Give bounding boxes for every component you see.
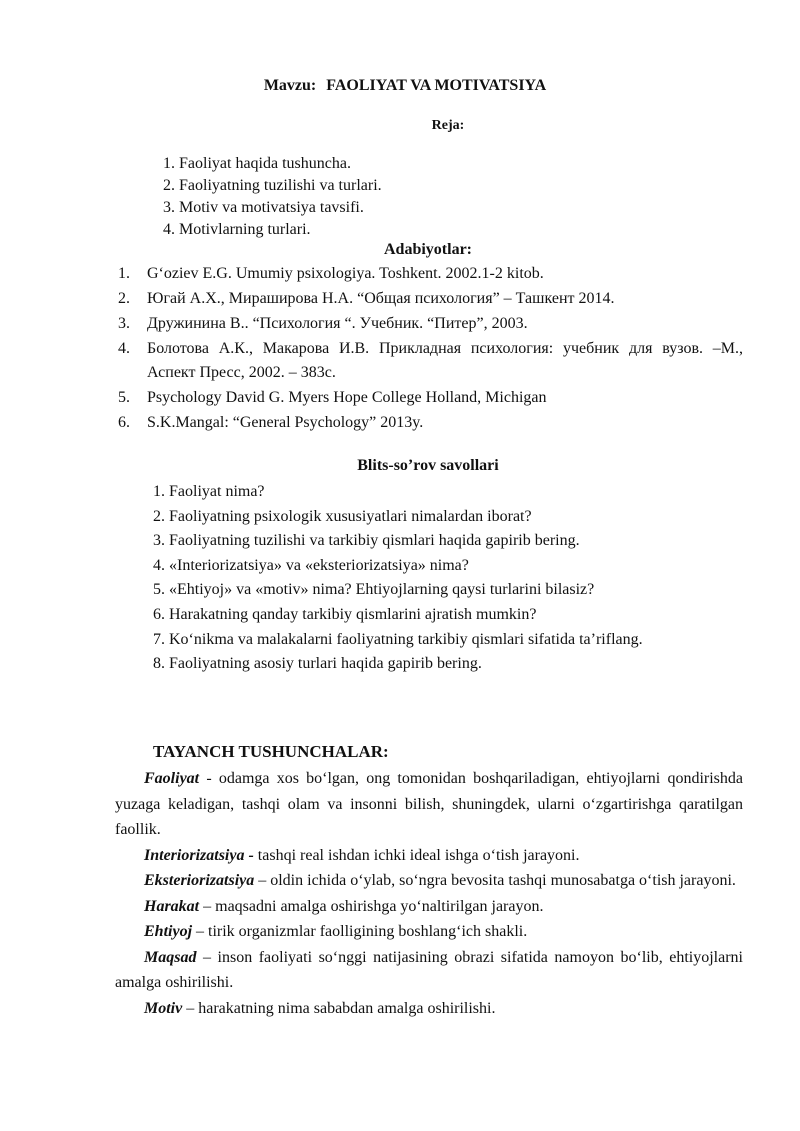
concept-term: Maqsad — [144, 948, 197, 966]
concept-definition — [115, 766, 743, 843]
literature-item-number: 6. — [118, 414, 130, 431]
plan-item: 3. Motiv va motivatsiya tavsifi. — [163, 199, 364, 216]
concept-definition — [115, 868, 743, 894]
concept-definition — [115, 945, 743, 996]
concept-term: Interiorizatsiya - — [144, 846, 254, 864]
blitz-question: 3. Faoliyatning tuzilishi va tarkibiy qismlari haqida gapirib bering. — [153, 532, 580, 550]
plan-item: 4. Motivlarning turlari. — [163, 221, 311, 238]
literature-item-text: Югай А.Х., Мираширова Н.А. “Общая психология” – Ташкент 2014. — [147, 290, 615, 307]
plan-item: 1. Faoliyat haqida tushuncha. — [163, 155, 351, 172]
literature-item-text: Psychology David G. Myers Hope College Holland, Michigan — [147, 389, 547, 406]
document-title — [0, 77, 800, 95]
literature-item — [118, 262, 743, 286]
blitz-question: 2. Faoliyatning psixologik xususiyatlari nimalardan iborat? — [153, 507, 532, 525]
concept-text: – harakatning nima sababdan amalga oshirilishi. — [182, 999, 496, 1017]
blitz-question: 7. Ko‘nikma va malakalarni faoliyatning tarkibiy qismlari sifatida ta’riflang. — [153, 630, 643, 648]
concept-text: – maqsadni amalga oshirishga yo‘naltirilgan jarayon. — [199, 897, 544, 915]
literature-item-number: 4. — [118, 340, 130, 357]
title-topic: FAOLIYAT VA MOTIVATSIYA — [326, 77, 547, 94]
key-concepts-heading: TAYANCH TUSHUNCHALAR: — [153, 742, 389, 761]
literature-item-text: Болотова А.К., Макарова И.В. Прикладная психология: учебник для вузов. –М., Аспект Пресс, 2002. – 383с. — [147, 340, 743, 381]
concept-text: – oldin ichida o‘ylab, so‘ngra bevosita tashqi munosabatga o‘tish jarayoni. — [254, 872, 736, 889]
concept-text: - odamga xos bo‘lgan, ong tomonidan boshqariladigan, ehtiyojlarni qondirishda yuzaga keladigan, tashqi olam va insonni bilish, shuningdek, ularni o‘zgartirishga qaratilgan faollik. — [115, 770, 743, 838]
literature-item-number: 2. — [118, 290, 130, 307]
literature-item-text: S.K.Mangal: “General Psychology” 2013y. — [147, 414, 424, 431]
literature-item-text: Дружинина В.. “Психология “. Учебник. “Питер”, 2003. — [147, 315, 528, 332]
concept-definition — [115, 919, 743, 945]
blitz-question-list — [153, 480, 643, 677]
plan-list — [163, 153, 382, 241]
concept-term: Eksteriorizatsiya — [144, 872, 255, 889]
blitz-question: 8. Faoliyatning asosiy turlari haqida gapirib bering. — [153, 655, 482, 673]
literature-item — [118, 386, 743, 410]
concept-text: – tirik organizmlar faolligining boshlang‘ich shakli. — [192, 923, 528, 940]
plan-heading: Reja: — [431, 118, 465, 133]
plan-item: 2. Faoliyatning tuzilishi va turlari. — [163, 177, 382, 194]
literature-list — [118, 262, 743, 436]
concept-term: Motiv — [144, 999, 183, 1017]
literature-item — [118, 312, 743, 336]
literature-item-number: 3. — [118, 315, 130, 332]
concept-text: – inson faoliyati so‘nggi natijasining obrazi sifatida namoyon bo‘lib, ehtiyojlarni amalga oshirilishi. — [115, 948, 743, 991]
concept-text: tashqi real ishdan ichki ideal ishga o‘tish jarayoni. — [253, 846, 580, 864]
literature-item-text: G‘oziev E.G. Umumiy psixologiya. Toshkent. 2002.1-2 kitob. — [147, 265, 544, 282]
blitz-question: 6. Harakatning qanday tarkibiy qismlarini ajratish mumkin? — [153, 605, 537, 623]
literature-item — [118, 411, 743, 435]
concept-definition — [115, 843, 743, 869]
title-label: Mavzu: — [263, 77, 317, 94]
concept-definition — [115, 894, 743, 920]
literature-item — [118, 287, 743, 311]
blitz-question: 1. Faoliyat nima? — [153, 483, 265, 500]
blitz-question: 5. «Ehtiyoj» va «motiv» nima? Ehtiyojlarning qaysi turlarini bilasiz? — [153, 581, 595, 599]
blitz-heading: Blits-so’rov savollari — [357, 457, 499, 474]
concept-term: Faoliyat — [144, 770, 200, 787]
concept-term: Ehtiyoj — [144, 923, 193, 940]
literature-item-number: 5. — [118, 389, 130, 406]
blitz-question: 4. «Interiorizatsiya» va «eksteriorizatsiya» nima? — [153, 556, 469, 574]
literature-item-number: 1. — [118, 265, 130, 282]
literature-item — [118, 337, 743, 385]
concept-definition — [115, 996, 743, 1022]
literature-heading: Adabiyotlar: — [384, 241, 472, 258]
key-concepts-list — [115, 766, 743, 1021]
concept-term: Harakat — [144, 897, 200, 915]
